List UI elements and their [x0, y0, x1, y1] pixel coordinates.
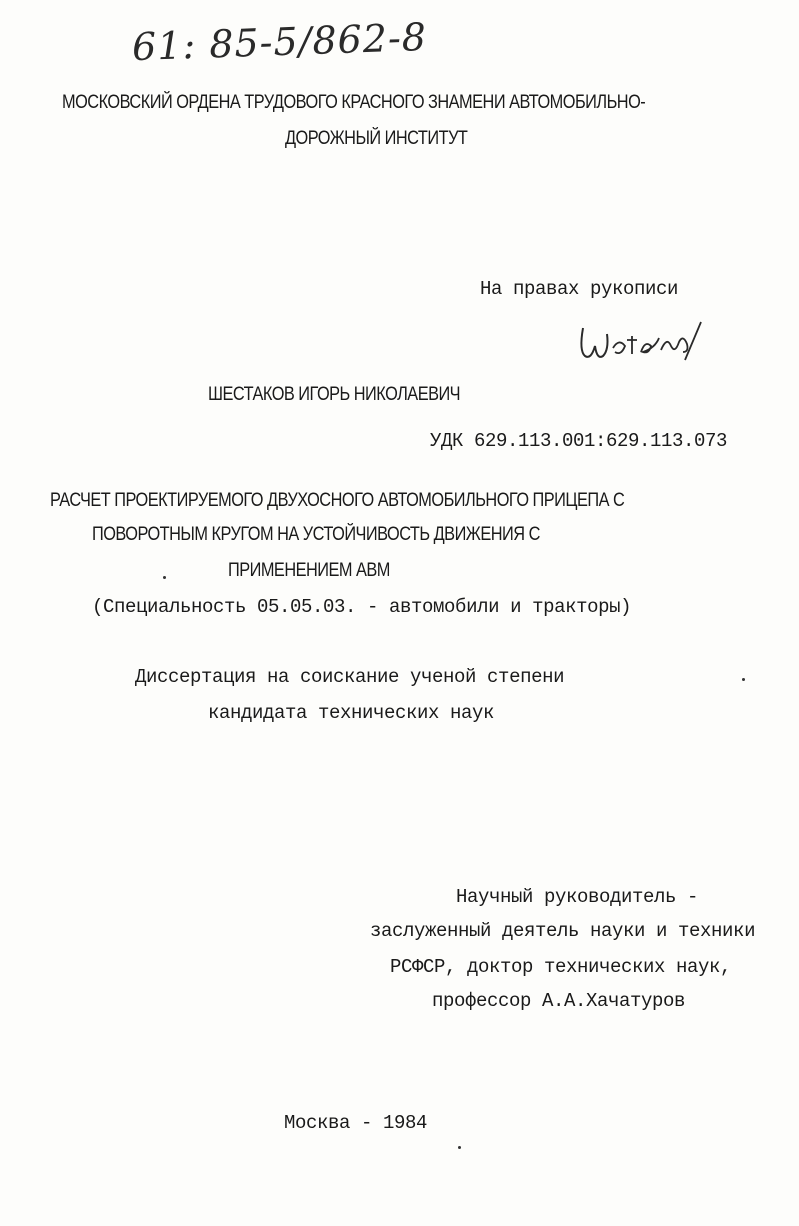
scan-speck [458, 1146, 461, 1149]
manuscript-note: На правах рукописи [480, 278, 679, 300]
place-and-year: Москва - 1984 [284, 1112, 428, 1134]
thesis-title-line-1: РАСЧЕТ ПРОЕКТИРУЕМОГО ДВУХОСНОГО АВТОМОБИЛЬНОГО ПРИЦЕПА С [50, 490, 625, 511]
institute-line-1: МОСКОВСКИЙ ОРДЕНА ТРУДОВОГО КРАСНОГО ЗНАМЕНИ АВТОМОБИЛЬНО- [62, 92, 646, 113]
thesis-title-line-2: ПОВОРОТНЫМ КРУГОМ НА УСТОЙЧИВОСТЬ ДВИЖЕНИЯ С [92, 524, 540, 545]
supervisor-line-2: заслуженный деятель науки и техники [370, 920, 756, 942]
thesis-title-line-3: ПРИМЕНЕНИЕМ АВМ [228, 560, 390, 581]
handwritten-signature-icon [575, 316, 705, 366]
degree-line-2: кандидата технических наук [208, 702, 495, 724]
specialty: (Специальность 05.05.03. - автомобили и тракторы) [92, 596, 632, 618]
author-name: ШЕСТАКОВ ИГОРЬ НИКОЛАЕВИЧ [208, 384, 461, 405]
supervisor-line-3: РСФСР, доктор технических наук, [390, 956, 732, 978]
scan-speck [163, 576, 166, 579]
degree-line-1: Диссертация на соискание ученой степени [135, 666, 565, 688]
scan-speck [742, 678, 745, 681]
udc-code: УДК 629.113.001:629.113.073 [430, 430, 728, 452]
supervisor-line-1: Научный руководитель - [456, 886, 699, 908]
institute-line-2: ДОРОЖНЫЙ ИНСТИТУТ [285, 128, 468, 149]
supervisor-line-4: профессор А.А.Хачатуров [432, 990, 686, 1012]
archive-stamp-code: 61: 85-5/862-8 [131, 14, 428, 70]
